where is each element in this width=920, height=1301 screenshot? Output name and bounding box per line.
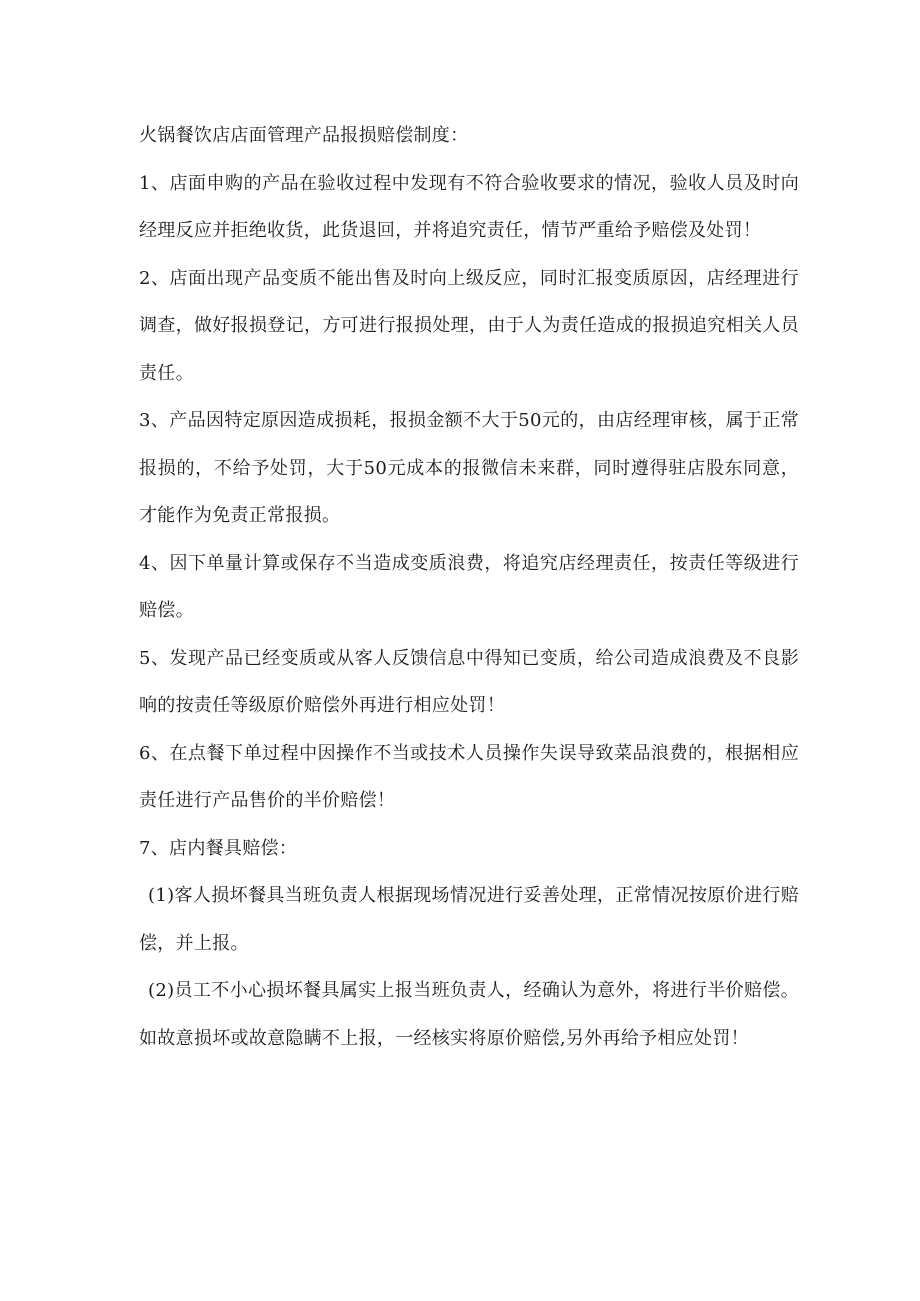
document-body [139,112,799,1062]
clause-7-sub-1: (1)客人损坏餐具当班负责人根据现场情况进行妥善处理，正常情况按原价进行赔偿，并上报。 [139,885,799,954]
clause-7: 7、店内餐具赔偿： [139,837,298,859]
clause-6: 6、在点餐下单过程中因操作不当或技术人员操作失误导致菜品浪费的，根据相应责任进行产品售价的半价赔偿！ [139,742,799,811]
clause-1: 1、店面申购的产品在验收过程中发现有不符合验收要求的情况，验收人员及时向经理反应并拒绝收货，此货退回，并将追究责任，情节严重给予赔偿及处罚！ [139,172,799,241]
clause-3: 3、产品因特定原因造成损耗，报损金额不大于50元的，由店经理审核，属于正常报损的，不给予处罚，大于50元成本的报微信未来群，同时遵得驻店股东同意，才能作为免责正常报损。 [139,410,799,526]
clause-5: 5、发现产品已经变质或从客人反馈信息中得知已变质，给公司造成浪费及不良影响的按责任等级原价赔偿外再进行相应处罚！ [139,647,799,716]
document-title: 火锅餐饮店店面管理产品报损赔偿制度： [139,125,469,146]
clause-4: 4、因下单量计算或保存不当造成变质浪费，将追究店经理责任，按责任等级进行赔偿。 [139,552,799,621]
clause-2: 2、店面出现产品变质不能出售及时向上级反应，同时汇报变质原因，店经理进行调查，做好报损登记，方可进行报损处理，由于人为责任造成的报损追究相关人员责任。 [139,267,799,384]
clause-7-sub-2: (2)员工不小心损坏餐具属实上报当班负责人，经确认为意外，将进行半价赔偿。如故意损坏或故意隐瞒不上报，一经核实将原价赔偿,另外再给予相应处罚！ [139,980,799,1049]
